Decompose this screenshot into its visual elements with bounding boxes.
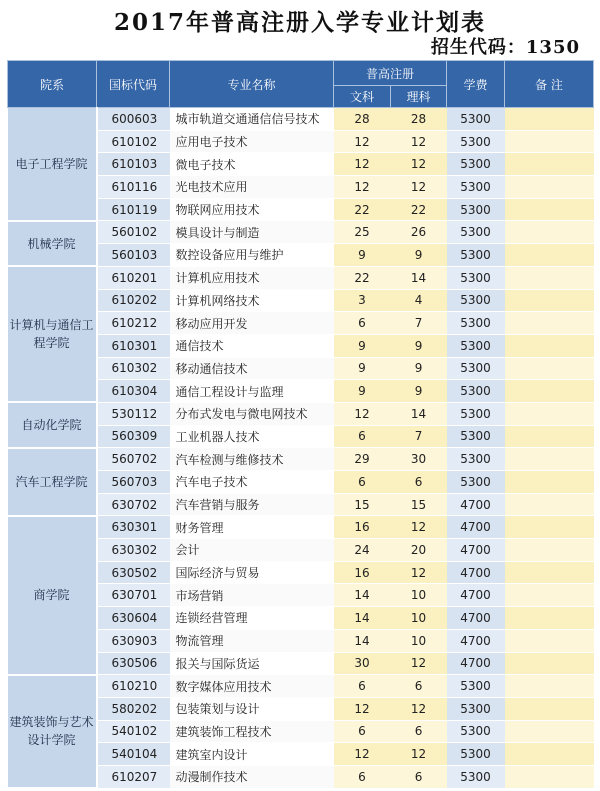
like-count-cell: 10 bbox=[391, 607, 447, 630]
department-cell: 电子工程学院 bbox=[8, 108, 97, 221]
fee-cell: 5300 bbox=[447, 244, 505, 267]
fee-cell: 5300 bbox=[447, 108, 505, 131]
major-name-cell: 通信工程设计与监理 bbox=[170, 380, 334, 403]
wenke-count-cell: 14 bbox=[334, 629, 391, 652]
major-code-cell: 630506 bbox=[97, 652, 170, 675]
major-code-cell: 610207 bbox=[97, 765, 170, 788]
major-name-cell: 物流管理 bbox=[170, 629, 334, 652]
note-cell bbox=[505, 675, 594, 698]
like-count-cell: 14 bbox=[391, 266, 447, 289]
major-name-cell: 移动应用开发 bbox=[170, 312, 334, 335]
enrollment-code: 招生代码：1350 bbox=[430, 37, 580, 58]
major-code-cell: 610201 bbox=[97, 266, 170, 289]
major-code-cell: 610102 bbox=[97, 130, 170, 153]
like-count-cell: 30 bbox=[391, 448, 447, 471]
major-name-cell: 汽车营销与服务 bbox=[170, 493, 334, 516]
note-cell bbox=[505, 629, 594, 652]
wenke-count-cell: 6 bbox=[334, 312, 391, 335]
department-cell: 自动化学院 bbox=[8, 402, 97, 447]
major-name-cell: 模具设计与制造 bbox=[170, 221, 334, 244]
header-like: 理科 bbox=[391, 86, 447, 108]
table-row bbox=[8, 516, 594, 539]
header-dept: 院系 bbox=[8, 61, 97, 108]
major-name-cell: 计算机应用技术 bbox=[170, 266, 334, 289]
fee-cell: 5300 bbox=[447, 198, 505, 221]
fee-cell: 5300 bbox=[447, 380, 505, 403]
major-code-cell: 610119 bbox=[97, 198, 170, 221]
wenke-count-cell: 14 bbox=[334, 584, 391, 607]
fee-cell: 5300 bbox=[447, 289, 505, 312]
note-cell bbox=[505, 334, 594, 357]
fee-cell: 5300 bbox=[447, 448, 505, 471]
like-count-cell: 12 bbox=[391, 130, 447, 153]
fee-cell: 4700 bbox=[447, 652, 505, 675]
wenke-count-cell: 6 bbox=[334, 765, 391, 788]
major-code-cell: 610301 bbox=[97, 334, 170, 357]
fee-cell: 5300 bbox=[447, 334, 505, 357]
major-code-cell: 630903 bbox=[97, 629, 170, 652]
wenke-count-cell: 6 bbox=[334, 720, 391, 743]
major-name-cell: 市场营销 bbox=[170, 584, 334, 607]
wenke-count-cell: 12 bbox=[334, 176, 391, 199]
major-name-cell: 动漫制作技术 bbox=[170, 765, 334, 788]
note-cell bbox=[505, 765, 594, 788]
major-code-cell: 630301 bbox=[97, 516, 170, 539]
note-cell bbox=[505, 516, 594, 539]
wenke-count-cell: 9 bbox=[334, 334, 391, 357]
wenke-count-cell: 12 bbox=[334, 402, 391, 425]
major-name-cell: 国际经济与贸易 bbox=[170, 561, 334, 584]
note-cell bbox=[505, 652, 594, 675]
wenke-count-cell: 12 bbox=[334, 130, 391, 153]
wenke-count-cell: 29 bbox=[334, 448, 391, 471]
table-row bbox=[8, 108, 594, 131]
note-cell bbox=[505, 493, 594, 516]
wenke-count-cell: 30 bbox=[334, 652, 391, 675]
major-name-cell: 数字媒体应用技术 bbox=[170, 675, 334, 698]
fee-cell: 5300 bbox=[447, 697, 505, 720]
note-cell bbox=[505, 244, 594, 267]
department-cell: 汽车工程学院 bbox=[8, 448, 97, 516]
like-count-cell: 20 bbox=[391, 539, 447, 562]
major-name-cell: 建筑室内设计 bbox=[170, 743, 334, 766]
wenke-count-cell: 16 bbox=[334, 561, 391, 584]
like-count-cell: 6 bbox=[391, 471, 447, 494]
wenke-count-cell: 12 bbox=[334, 743, 391, 766]
note-cell bbox=[505, 266, 594, 289]
note-cell bbox=[505, 130, 594, 153]
major-name-cell: 连锁经营管理 bbox=[170, 607, 334, 630]
note-cell bbox=[505, 584, 594, 607]
fee-cell: 5300 bbox=[447, 425, 505, 448]
major-name-cell: 微电子技术 bbox=[170, 153, 334, 176]
note-cell bbox=[505, 720, 594, 743]
header-code: 国标代码 bbox=[97, 61, 170, 108]
fee-cell: 5300 bbox=[447, 765, 505, 788]
major-name-cell: 光电技术应用 bbox=[170, 176, 334, 199]
major-code-cell: 630701 bbox=[97, 584, 170, 607]
fee-cell: 4700 bbox=[447, 516, 505, 539]
wenke-count-cell: 15 bbox=[334, 493, 391, 516]
major-code-cell: 540104 bbox=[97, 743, 170, 766]
note-cell bbox=[505, 153, 594, 176]
note-cell bbox=[505, 402, 594, 425]
fee-cell: 4700 bbox=[447, 493, 505, 516]
major-name-cell: 数控设备应用与维护 bbox=[170, 244, 334, 267]
plan-table bbox=[7, 60, 594, 789]
major-code-cell: 580202 bbox=[97, 697, 170, 720]
wenke-count-cell: 9 bbox=[334, 244, 391, 267]
wenke-count-cell: 22 bbox=[334, 266, 391, 289]
major-code-cell: 600603 bbox=[97, 108, 170, 131]
like-count-cell: 12 bbox=[391, 516, 447, 539]
major-name-cell: 城市轨道交通通信信号技术 bbox=[170, 108, 334, 131]
like-count-cell: 14 bbox=[391, 402, 447, 425]
wenke-count-cell: 12 bbox=[334, 153, 391, 176]
like-count-cell: 12 bbox=[391, 561, 447, 584]
fee-cell: 5300 bbox=[447, 153, 505, 176]
table-row bbox=[8, 402, 594, 425]
like-count-cell: 26 bbox=[391, 221, 447, 244]
major-code-cell: 560102 bbox=[97, 221, 170, 244]
major-name-cell: 分布式发电与微电网技术 bbox=[170, 402, 334, 425]
major-code-cell: 530112 bbox=[97, 402, 170, 425]
note-cell bbox=[505, 221, 594, 244]
note-cell bbox=[505, 198, 594, 221]
wenke-count-cell: 28 bbox=[334, 108, 391, 131]
major-code-cell: 630702 bbox=[97, 493, 170, 516]
like-count-cell: 12 bbox=[391, 697, 447, 720]
major-code-cell: 540102 bbox=[97, 720, 170, 743]
wenke-count-cell: 12 bbox=[334, 697, 391, 720]
like-count-cell: 6 bbox=[391, 675, 447, 698]
like-count-cell: 10 bbox=[391, 584, 447, 607]
table-row bbox=[8, 221, 594, 244]
major-name-cell: 计算机网络技术 bbox=[170, 289, 334, 312]
like-count-cell: 9 bbox=[391, 380, 447, 403]
note-cell bbox=[505, 448, 594, 471]
wenke-count-cell: 9 bbox=[334, 357, 391, 380]
major-name-cell: 工业机器人技术 bbox=[170, 425, 334, 448]
major-name-cell: 通信技术 bbox=[170, 334, 334, 357]
major-code-cell: 560703 bbox=[97, 471, 170, 494]
fee-cell: 5300 bbox=[447, 743, 505, 766]
department-cell: 计算机与通信工程学院 bbox=[8, 266, 97, 402]
like-count-cell: 7 bbox=[391, 425, 447, 448]
note-cell bbox=[505, 176, 594, 199]
wenke-count-cell: 25 bbox=[334, 221, 391, 244]
like-count-cell: 6 bbox=[391, 720, 447, 743]
fee-cell: 5300 bbox=[447, 720, 505, 743]
wenke-count-cell: 6 bbox=[334, 471, 391, 494]
header-registration-group: 普高注册 bbox=[334, 61, 447, 86]
header-note: 备 注 bbox=[505, 61, 594, 108]
like-count-cell: 6 bbox=[391, 765, 447, 788]
wenke-count-cell: 16 bbox=[334, 516, 391, 539]
table-row bbox=[8, 266, 594, 289]
header-wenke: 文科 bbox=[334, 86, 391, 108]
major-code-cell: 610212 bbox=[97, 312, 170, 335]
major-name-cell: 建筑装饰工程技术 bbox=[170, 720, 334, 743]
department-cell: 机械学院 bbox=[8, 221, 97, 266]
note-cell bbox=[505, 108, 594, 131]
header-major-name: 专业名称 bbox=[170, 61, 334, 108]
fee-cell: 5300 bbox=[447, 266, 505, 289]
note-cell bbox=[505, 357, 594, 380]
major-code-cell: 610103 bbox=[97, 153, 170, 176]
like-count-cell: 12 bbox=[391, 176, 447, 199]
fee-cell: 4700 bbox=[447, 561, 505, 584]
major-name-cell: 报关与国际货运 bbox=[170, 652, 334, 675]
like-count-cell: 22 bbox=[391, 198, 447, 221]
major-name-cell: 财务管理 bbox=[170, 516, 334, 539]
major-name-cell: 汽车检测与维修技术 bbox=[170, 448, 334, 471]
fee-cell: 4700 bbox=[447, 629, 505, 652]
major-code-cell: 560702 bbox=[97, 448, 170, 471]
like-count-cell: 12 bbox=[391, 743, 447, 766]
like-count-cell: 7 bbox=[391, 312, 447, 335]
major-code-cell: 610116 bbox=[97, 176, 170, 199]
wenke-count-cell: 22 bbox=[334, 198, 391, 221]
header-fee: 学费 bbox=[447, 61, 505, 108]
wenke-count-cell: 14 bbox=[334, 607, 391, 630]
fee-cell: 5300 bbox=[447, 471, 505, 494]
like-count-cell: 12 bbox=[391, 153, 447, 176]
like-count-cell: 10 bbox=[391, 629, 447, 652]
major-code-cell: 610202 bbox=[97, 289, 170, 312]
major-name-cell: 物联网应用技术 bbox=[170, 198, 334, 221]
table-row bbox=[8, 448, 594, 471]
like-count-cell: 28 bbox=[391, 108, 447, 131]
major-code-cell: 610210 bbox=[97, 675, 170, 698]
like-count-cell: 12 bbox=[391, 652, 447, 675]
fee-cell: 5300 bbox=[447, 176, 505, 199]
major-code-cell: 630604 bbox=[97, 607, 170, 630]
major-code-cell: 560103 bbox=[97, 244, 170, 267]
note-cell bbox=[505, 380, 594, 403]
department-cell: 商学院 bbox=[8, 516, 97, 675]
like-count-cell: 15 bbox=[391, 493, 447, 516]
note-cell bbox=[505, 697, 594, 720]
note-cell bbox=[505, 471, 594, 494]
wenke-count-cell: 9 bbox=[334, 380, 391, 403]
major-name-cell: 会计 bbox=[170, 539, 334, 562]
page-title: 2017年普高注册入学专业计划表 bbox=[113, 9, 486, 36]
like-count-cell: 9 bbox=[391, 357, 447, 380]
major-name-cell: 移动通信技术 bbox=[170, 357, 334, 380]
table-body bbox=[8, 108, 594, 789]
major-code-cell: 630302 bbox=[97, 539, 170, 562]
note-cell bbox=[505, 607, 594, 630]
like-count-cell: 4 bbox=[391, 289, 447, 312]
major-code-cell: 630502 bbox=[97, 561, 170, 584]
fee-cell: 4700 bbox=[447, 539, 505, 562]
fee-cell: 4700 bbox=[447, 607, 505, 630]
like-count-cell: 9 bbox=[391, 334, 447, 357]
major-name-cell: 包装策划与设计 bbox=[170, 697, 334, 720]
note-cell bbox=[505, 561, 594, 584]
department-cell: 建筑装饰与艺术设计学院 bbox=[8, 675, 97, 788]
table-row bbox=[8, 675, 594, 698]
fee-cell: 5300 bbox=[447, 402, 505, 425]
note-cell bbox=[505, 425, 594, 448]
wenke-count-cell: 6 bbox=[334, 425, 391, 448]
major-code-cell: 560309 bbox=[97, 425, 170, 448]
major-code-cell: 610302 bbox=[97, 357, 170, 380]
note-cell bbox=[505, 312, 594, 335]
major-name-cell: 汽车电子技术 bbox=[170, 471, 334, 494]
wenke-count-cell: 6 bbox=[334, 675, 391, 698]
fee-cell: 4700 bbox=[447, 584, 505, 607]
note-cell bbox=[505, 289, 594, 312]
note-cell bbox=[505, 539, 594, 562]
major-code-cell: 610304 bbox=[97, 380, 170, 403]
major-name-cell: 应用电子技术 bbox=[170, 130, 334, 153]
like-count-cell: 9 bbox=[391, 244, 447, 267]
fee-cell: 5300 bbox=[447, 675, 505, 698]
fee-cell: 5300 bbox=[447, 221, 505, 244]
fee-cell: 5300 bbox=[447, 357, 505, 380]
note-cell bbox=[505, 743, 594, 766]
fee-cell: 5300 bbox=[447, 130, 505, 153]
wenke-count-cell: 24 bbox=[334, 539, 391, 562]
fee-cell: 5300 bbox=[447, 312, 505, 335]
wenke-count-cell: 3 bbox=[334, 289, 391, 312]
